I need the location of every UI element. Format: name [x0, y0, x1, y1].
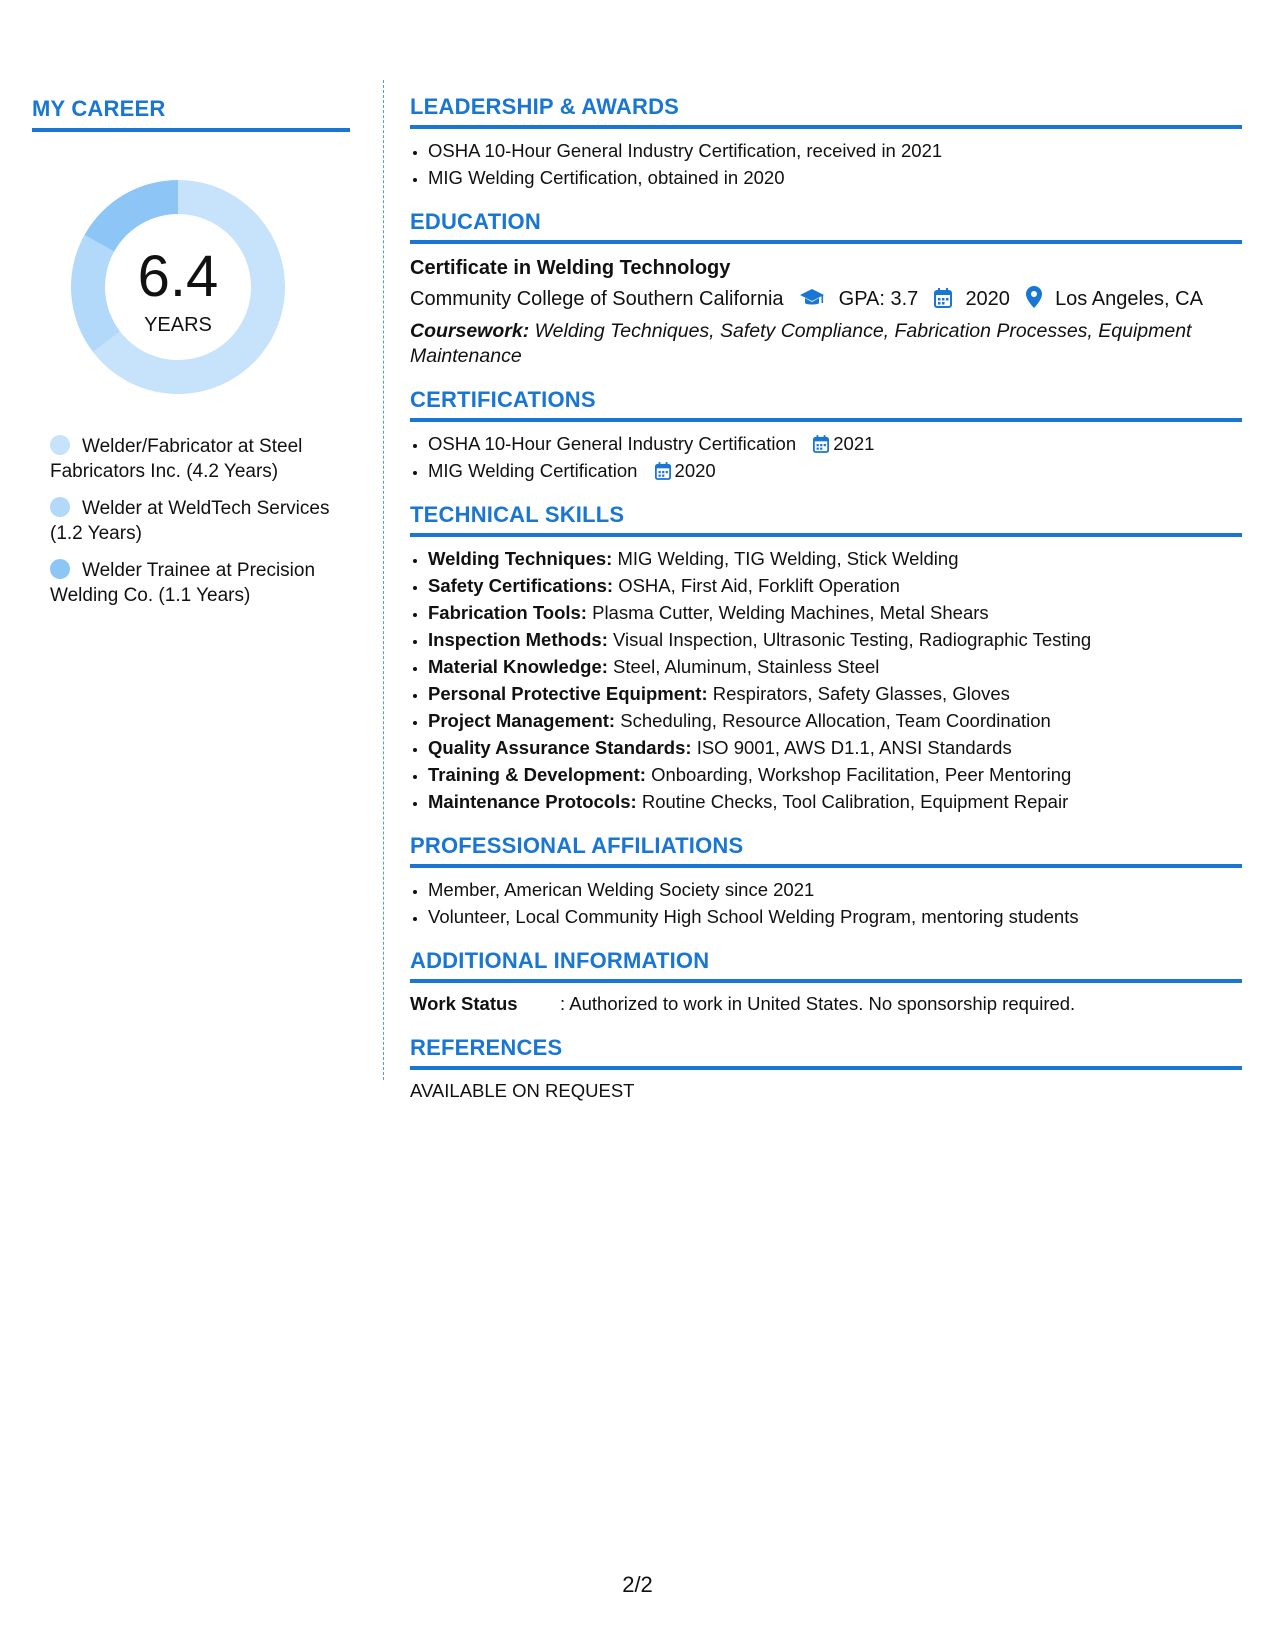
skill-value: Visual Inspection, Ultrasonic Testing, Radiographic Testing: [613, 629, 1092, 650]
legend-text: Welder/Fabricator at Steel Fabricators Inc. (4.2 Years): [50, 436, 303, 482]
skill-value: Scheduling, Resource Allocation, Team Coordination: [620, 710, 1051, 731]
cert-name: MIG Welding Certification: [428, 460, 638, 481]
skill-value: Onboarding, Workshop Facilitation, Peer Mentoring: [651, 764, 1072, 785]
skill-label: Quality Assurance Standards:: [428, 737, 692, 758]
skill-item: [428, 599, 1242, 626]
work-status-label: Work Status: [410, 993, 518, 1014]
skill-item: [428, 788, 1242, 815]
skill-label: Maintenance Protocols:: [428, 791, 637, 812]
skills-title: TECHNICAL SKILLS: [410, 502, 1242, 537]
list-item: • Member, American Welding Society since 2021: [428, 876, 1242, 903]
career-title: MY CAREER: [32, 96, 350, 132]
skill-label: Fabrication Tools:: [428, 602, 587, 623]
list-item: [428, 457, 1242, 484]
gpa: GPA: 3.7: [838, 288, 919, 310]
career-legend: [32, 434, 350, 608]
skill-value: ISO 9001, AWS D1.1, ANSI Standards: [696, 737, 1012, 758]
additional-info-section: [410, 948, 1242, 1017]
calendar-icon: [934, 287, 952, 317]
list-item: [428, 430, 1242, 457]
legend-dot: [50, 435, 70, 455]
cert-year: 2021: [833, 433, 875, 454]
affiliations-section: [410, 833, 1242, 930]
skill-label: Training & Development:: [428, 764, 646, 785]
degree-title: Certificate in Welding Technology: [410, 257, 731, 279]
skill-label: Welding Techniques:: [428, 548, 613, 569]
references-title: REFERENCES: [410, 1035, 1242, 1070]
affiliations-title: PROFESSIONAL AFFILIATIONS: [410, 833, 1242, 868]
list-item: • Volunteer, Local Community High School Welding Program, mentoring students: [428, 903, 1242, 930]
skill-label: Personal Protective Equipment:: [428, 683, 708, 704]
total-years-value: 6.4: [137, 244, 219, 309]
school-location: Los Angeles, CA: [1055, 288, 1203, 310]
skill-value: Respirators, Safety Glasses, Gloves: [712, 683, 1010, 704]
certifications-title: CERTIFICATIONS: [410, 387, 1242, 422]
calendar-icon: [655, 462, 671, 480]
column-divider: [383, 80, 384, 1080]
education-details: [410, 284, 1242, 317]
coursework: [410, 319, 1242, 369]
skill-value: MIG Welding, TIG Welding, Stick Welding: [617, 548, 959, 569]
location-pin-icon: [1026, 286, 1042, 317]
skill-label: Project Management:: [428, 710, 616, 731]
references-text: AVAILABLE ON REQUEST: [410, 1080, 635, 1101]
skill-item: [428, 680, 1242, 707]
total-years-unit: YEARS: [144, 314, 212, 336]
skill-item: [428, 653, 1242, 680]
cert-date: [813, 430, 874, 457]
education-section: [410, 209, 1242, 369]
leadership-title: LEADERSHIP & AWARDS: [410, 94, 1242, 129]
cert-year: 2020: [674, 460, 716, 481]
certifications-section: [410, 387, 1242, 484]
work-status-row: [410, 991, 1242, 1017]
legend-item: [50, 496, 350, 546]
skill-item: [428, 572, 1242, 599]
work-status-value: : Authorized to work in United States. No sponsorship required.: [560, 993, 1076, 1014]
skills-section: [410, 502, 1242, 815]
legend-text: Welder Trainee at Precision Welding Co. (1.1 Years): [50, 560, 316, 606]
list-item: • OSHA 10-Hour General Industry Certification, received in 2021: [428, 137, 1242, 164]
list-item: • MIG Welding Certification, obtained in 2020: [428, 164, 1242, 191]
skill-value: OSHA, First Aid, Forklift Operation: [618, 575, 900, 596]
skill-item: [428, 761, 1242, 788]
skill-label: Material Knowledge:: [428, 656, 608, 677]
coursework-list: Welding Techniques, Safety Compliance, Fabrication Processes, Equipment Maintenance: [410, 320, 1192, 367]
coursework-label: Coursework:: [410, 320, 530, 342]
skill-item: [428, 626, 1242, 653]
skill-item: [428, 734, 1242, 761]
leadership-section: [410, 94, 1242, 191]
skill-value: Steel, Aluminum, Stainless Steel: [613, 656, 880, 677]
donut-center: [65, 174, 291, 337]
skill-item: [428, 545, 1242, 572]
additional-info-title: ADDITIONAL INFORMATION: [410, 948, 1242, 983]
cert-date: [655, 457, 716, 484]
graduation-year: 2020: [965, 288, 1010, 310]
skill-item: [428, 707, 1242, 734]
references-section: [410, 1035, 1242, 1102]
cert-name: OSHA 10-Hour General Industry Certification: [428, 433, 797, 454]
legend-text: Welder at WeldTech Services (1.2 Years): [50, 498, 330, 544]
legend-item: [50, 558, 350, 608]
graduation-cap-icon: [799, 287, 825, 317]
skill-label: Inspection Methods:: [428, 629, 608, 650]
career-donut-chart: [65, 174, 291, 400]
skill-label: Safety Certifications:: [428, 575, 614, 596]
education-title: EDUCATION: [410, 209, 1242, 244]
main-column: [410, 94, 1242, 1120]
legend-item: [50, 434, 350, 484]
school-name: Community College of Southern California: [410, 288, 784, 310]
legend-dot: [50, 559, 70, 579]
skill-value: Plasma Cutter, Welding Machines, Metal Shears: [592, 602, 989, 623]
skill-value: Routine Checks, Tool Calibration, Equipment Repair: [641, 791, 1069, 812]
career-sidebar: [32, 96, 350, 620]
legend-dot: [50, 497, 70, 517]
page-number: 2/2: [622, 1572, 653, 1597]
calendar-icon: [813, 435, 829, 453]
